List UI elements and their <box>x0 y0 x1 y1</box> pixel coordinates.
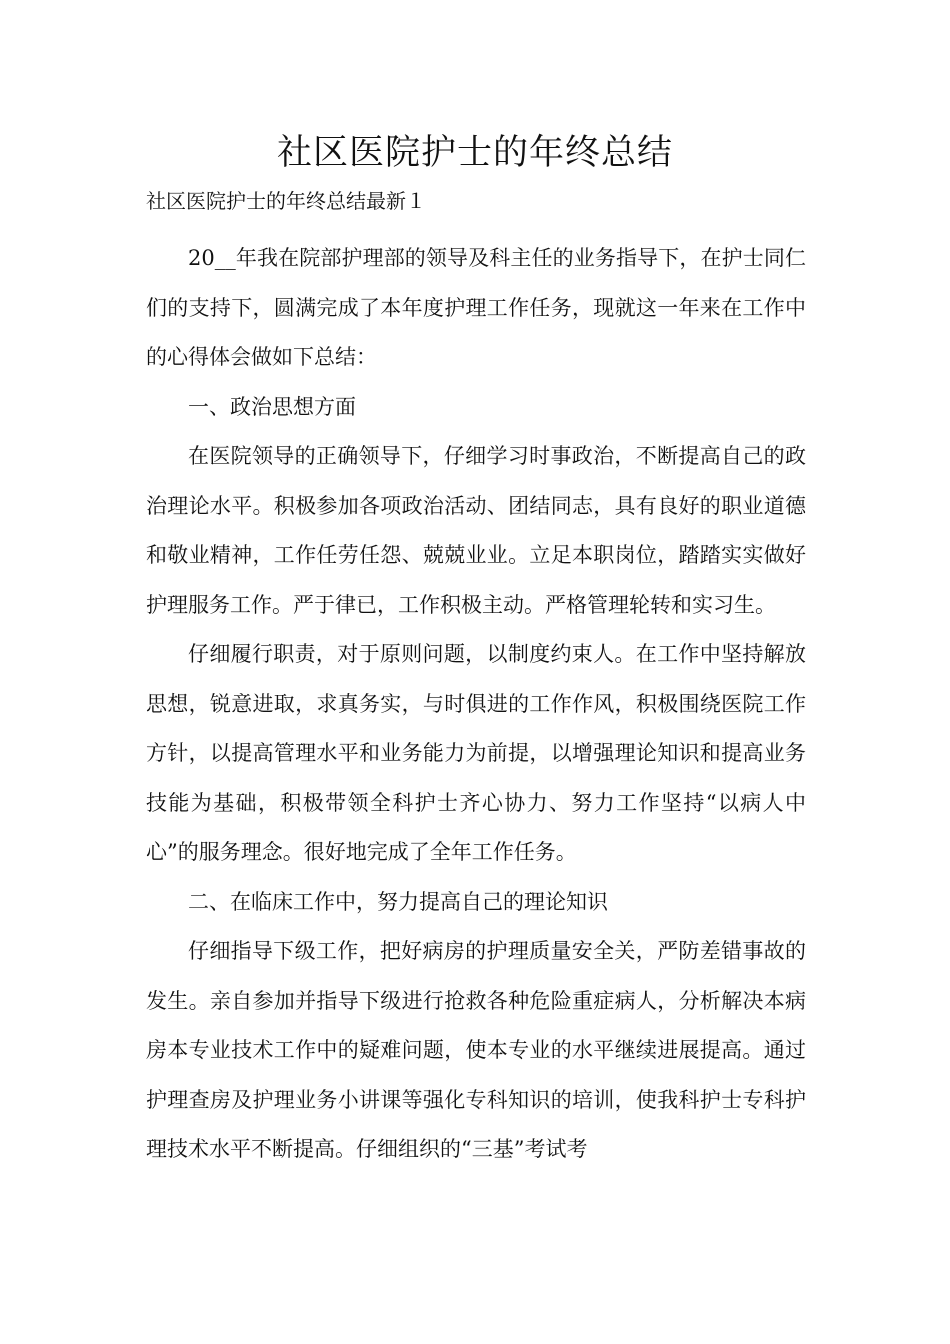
section-heading: 二、在临床工作中，努力提高自己的理论知识 <box>188 889 608 914</box>
document-subtitle: 社区医院护士的年终总结最新１ <box>146 189 426 213</box>
paragraph: 20__年我在院部护理部的领导及科主任的业务指导下，在护士同仁们的支持下，圆满完成了本年度护理工作任务，现就这一年来在工作中的心得体会做如下总结： <box>146 246 806 369</box>
section-heading: 一、政治思想方面 <box>188 394 356 419</box>
page-title: 社区医院护士的年终总结 <box>276 133 673 173</box>
document-body <box>146 234 806 1175</box>
paragraph: 仔细履行职责，对于原则问题，以制度约束人。在工作中坚持解放思想，锐意进取，求真务实，与时俱进的工作作风，积极围绕医院工作方针，以提高管理水平和业务能力为前提，以增强理论知识和提高业务技能为基础，积极带领全科护士齐心协力、努力工作坚持“以病人中心”的服务理念。很好地完成了全年工作任务。 <box>146 642 806 864</box>
paragraph: 仔细指导下级工作，把好病房的护理质量安全关，严防差错事故的发生。亲自参加并指导下级进行抢救各种危险重症病人，分析解决本病房本专业技术工作中的疑难问题，使本专业的水平继续进展提高。通过护理查房及护理业务小讲课等强化专科知识的培训，使我科护士专科护理技术水平不断提高。仔细组织的“三基”考试考 <box>146 939 806 1161</box>
paragraph: 在医院领导的正确领导下，仔细学习时事政治，不断提高自己的政治理论水平。积极参加各项政治活动、团结同志，具有良好的职业道德和敬业精神，工作任劳任怨、兢兢业业。立足本职岗位，踏踏实实做好护理服务工作。严于律已，工作积极主动。严格管理轮转和实习生。 <box>146 444 806 617</box>
